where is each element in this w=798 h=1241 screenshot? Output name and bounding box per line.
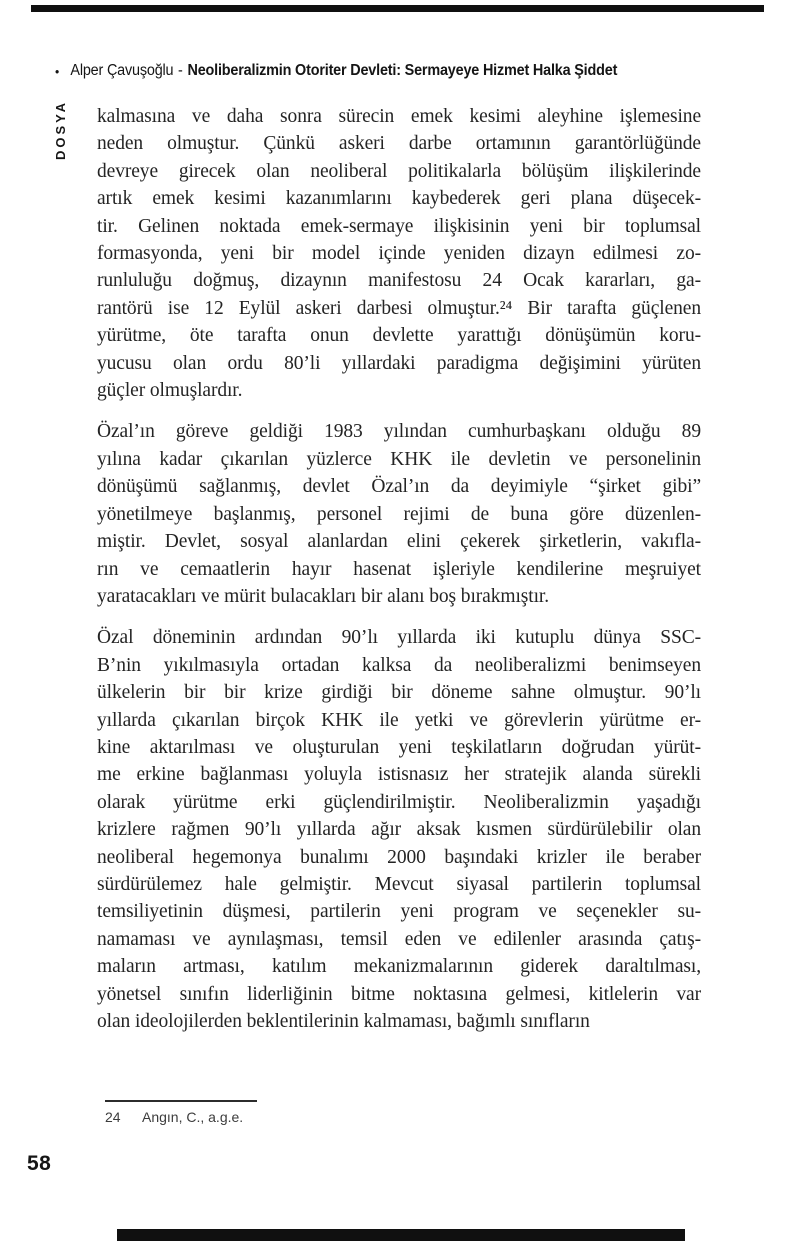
text-line: yaratacakları ve mürit bulacakları bir alanı boş bırakmıştır. (97, 585, 549, 607)
text-line: miştir. Devlet, sosyal alanlardan elini çekerek şirketlerin, vakıfla- (97, 531, 701, 553)
text-line: yönetsel sınıfın liderliğinin bitme noktasına gelmesi, kitlelerin var (97, 983, 701, 1005)
page-number: 58 (27, 1152, 52, 1175)
text-line: yönetilmeye başlanmış, personel rejimi de buna göre düzenlen- (97, 503, 701, 525)
text-line: krizlere rağmen 90’lı yıllarda ağır aksak kısmen sürdürülebilir olan (97, 819, 701, 841)
text-line: neden olmuştur. Çünkü askeri darbe ortamının garantörlüğünde (97, 133, 701, 155)
text-line: kine aktarılması ve oluşturulan yeni teşkilatların doğrudan yürüt- (97, 736, 701, 758)
section-label-vertical: DOSYA (53, 99, 68, 160)
text-line: neoliberal hegemonya bunalımı 2000 başındaki krizler ile beraber (97, 846, 701, 868)
footnote-text: Angın, C., a.g.e. (142, 1109, 244, 1125)
text-line: güçler olmuşlardır. (97, 380, 243, 402)
text-line: yürütme, öte tarafta onun devlette yarattığı dönüşümün koru- (97, 325, 701, 347)
text-line: tir. Gelinen noktada emek-sermaye ilişkisinin yeni bir toplumsal (97, 215, 701, 237)
text-line: temsiliyetinin düşmesi, partilerin yeni program ve seçenekler su- (97, 901, 701, 923)
text-line: namaması ve aynılaşması, temsil eden ve edilenler arasında çatış- (97, 928, 701, 950)
text-line: ülkelerin bir bir krize girdiği bir döneme sahne olmuştur. 90’lı (97, 682, 701, 704)
paragraph (97, 418, 701, 610)
header-title: Neoliberalizmin Otoriter Devleti: Sermayeye Hizmet Halka Şiddet (187, 62, 618, 79)
footnote-line (105, 1109, 505, 1125)
bullet-icon: • (55, 63, 60, 79)
text-line: sürdürülemez hale gelmiştir. Mevcut siyasal partilerin toplumsal (97, 873, 701, 895)
text-line: rın ve cemaatlerin hayır hasenat işleriyle kendilerine meşruiyet (97, 558, 701, 580)
header-author: Alper Çavuşoğlu (70, 62, 174, 79)
text-line: yucusu olan ordu 80’li yıllardaki paradigma değişimini yürüten (97, 352, 701, 374)
paragraph (97, 103, 701, 404)
text-line: kalmasına ve daha sonra sürecin emek kesimi aleyhine işlemesine (97, 106, 701, 127)
text-line: olarak yürütme erki güçlendirilmiştir. Neoliberalizmin yaşadığı (97, 791, 701, 813)
text-line: rantörü ise 12 Eylül askeri darbesi olmuştur.²⁴ Bir tarafta güçlenen (97, 297, 701, 319)
running-header (55, 62, 725, 80)
text-line: devreye girecek olan neoliberal politikalarla bölüşüm ilişkilerinde (97, 160, 701, 182)
bottom-rule-bar (117, 1229, 685, 1241)
footnote (105, 1100, 505, 1125)
text-line: me erkine bağlanması yoluyla istisnasız her stratejik alanda sürekli (97, 764, 701, 786)
article-body (97, 103, 701, 1049)
text-line: yılına kadar çıkarılan yüzlerce KHK ile devletin ve personelinin (97, 448, 701, 470)
text-line: Özal döneminin ardından 90’lı yıllarda iki kutuplu dünya SSC- (97, 627, 701, 649)
header-separator: - (178, 62, 183, 79)
text-line: yıllarda çıkarılan birçok KHK ile yetki ve görevlerin yürütme er- (97, 709, 701, 731)
text-line: B’nin yıkılmasıyla ortadan kalksa da neoliberalizmi benimseyen (97, 654, 701, 676)
text-line: dönüşümü sağlanmış, devlet Özal’ın da deyimiyle “şirket gibi” (97, 476, 701, 498)
text-line: olan ideolojilerden beklentilerinin kalmaması, bağımlı sınıfların (97, 1011, 590, 1032)
footnote-rule (105, 1100, 257, 1102)
text-line: maların artması, katılım mekanizmalarının giderek daraltılması, (97, 956, 701, 978)
text-line: Özal’ın göreve geldiği 1983 yılından cumhurbaşkanı olduğu 89 (97, 421, 701, 443)
text-line: formasyonda, yeni bir model içinde yeniden dizayn edilmesi zo- (97, 243, 701, 265)
text-line: artık emek kesimi kazanımlarını kaybederek geri plana düşecek- (97, 188, 701, 210)
paragraph (97, 624, 701, 1035)
text-line: runluluğu doğmuş, dizaynın manifestosu 24 Ocak kararları, ga- (97, 270, 701, 292)
footnote-number: 24 (105, 1109, 121, 1125)
top-rule-bar (31, 5, 764, 12)
